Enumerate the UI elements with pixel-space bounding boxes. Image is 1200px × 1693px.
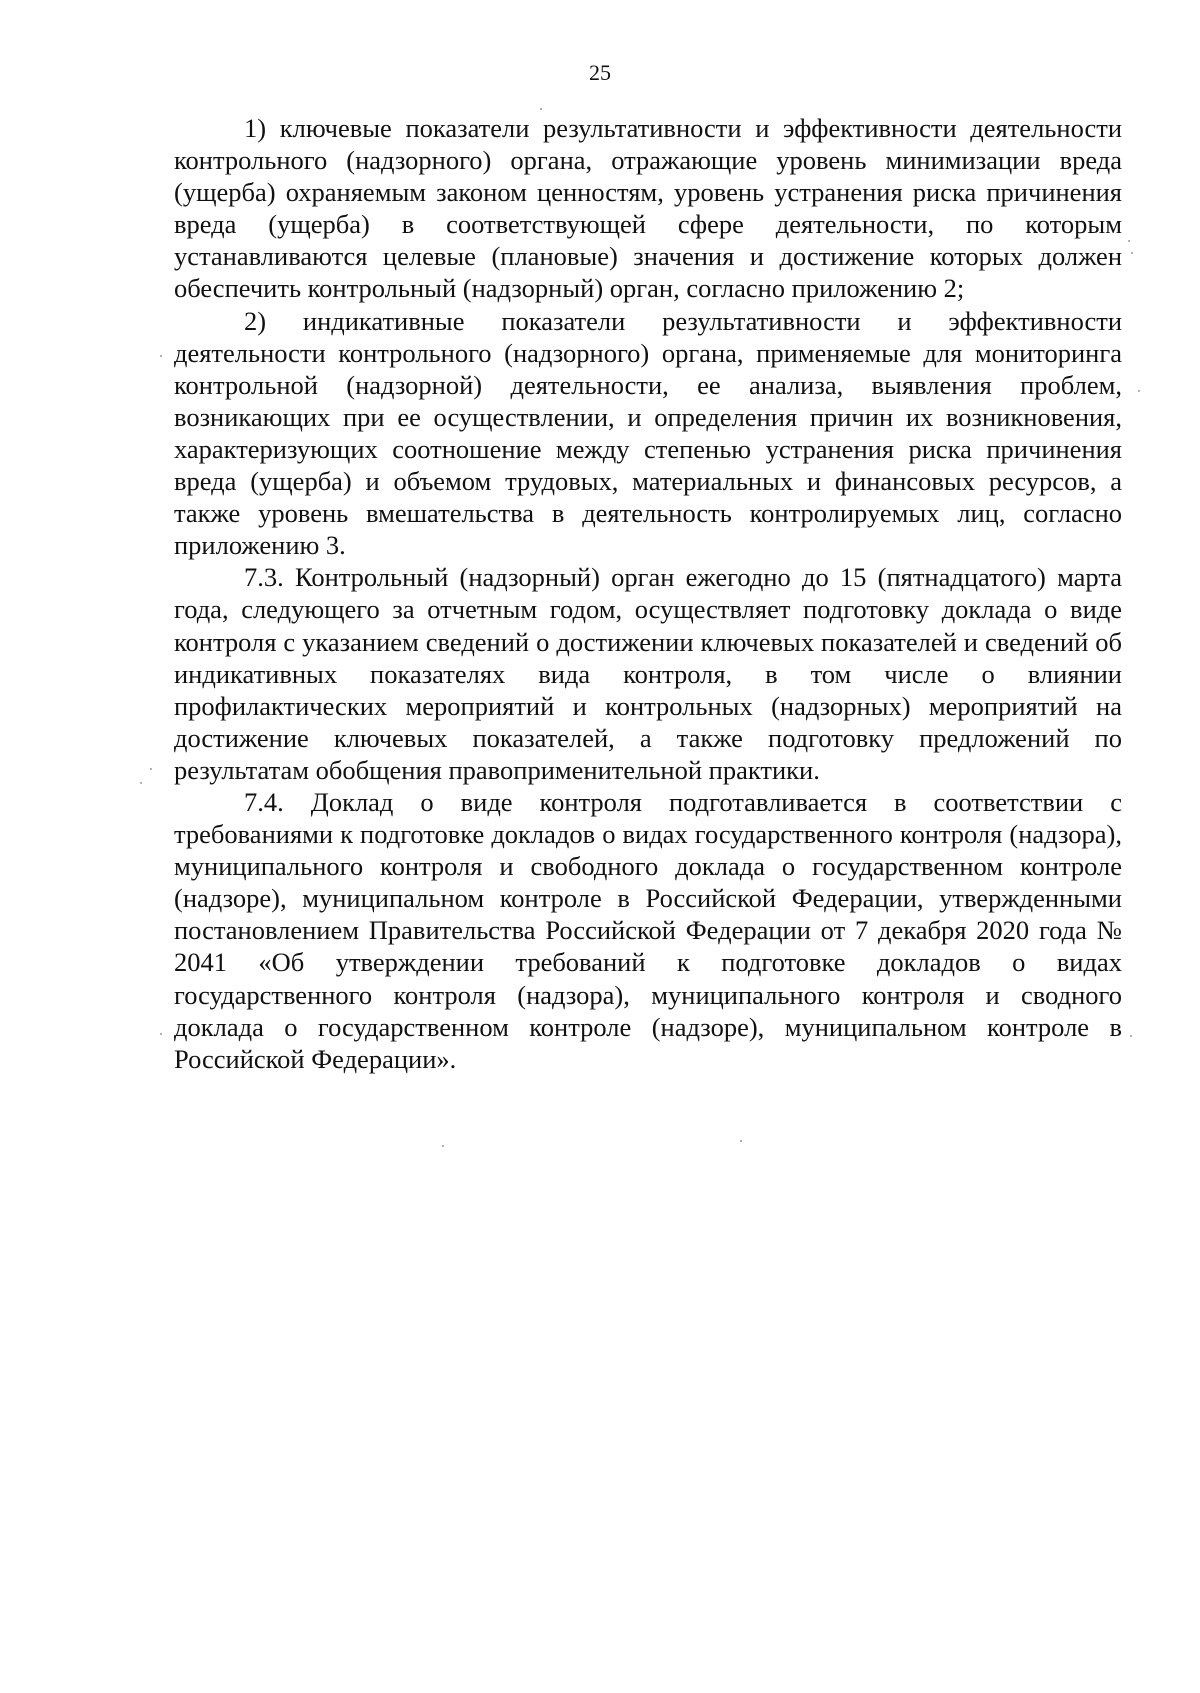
paragraph-7-4: 7.4. Доклад о виде контроля подготавливается в соответствии с требованиями к подготовке докладов о видах государственного контроля (надзора), муниципального контроля и свободного доклада о государственном контроле (надзоре), муниципальном контроле в Российской Федерации, утвержденными постановлением Правительства Российской Федерации от 7 декабря 2020 года № 2041 «Об утверждении требований к подготовке докладов о видах государственного контроля (надзора), муниципального контроля и сводного доклада о государственном контроле (надзоре), муниципальном контроле в Российской Федерации». [174, 786, 1122, 1074]
scan-speckle [540, 108, 542, 110]
scan-speckle [740, 1140, 742, 1142]
scan-speckle [140, 782, 142, 784]
scan-speckle [1130, 1035, 1132, 1037]
scan-speckle [1138, 390, 1140, 392]
scan-speckle [150, 768, 152, 770]
scan-speckle [160, 355, 162, 357]
scan-speckle [1128, 240, 1130, 242]
paragraph-indicative-indicators: 2) индикативные показатели результативности и эффективности деятельности контрольного (надзорного) органа, применяемые для мониторинга контрольной (надзорной) деятельности, ее анализа, выявления проблем, возникающих при ее осуществлении, и определения причин их возникновения, характеризующих соотношение между степенью устранения риска причинения вреда (ущерба) и объемом трудовых, материальных и финансовых ресурсов, а также уровень вмешательства в деятельность контролируемых лиц, согласно приложению 3. [174, 305, 1122, 561]
scan-speckle [1131, 252, 1133, 254]
paragraph-key-indicators: 1) ключевые показатели результативности и эффективности деятельности контрольного (надзорного) органа, отражающие уровень минимизации вреда (ущерба) охраняемым законом ценностям, уровень устранения риска причинения вреда (ущерба) в соответствующей сфере деятельности, по которым устанавливаются целевые (плановые) значения и достижение которых должен обеспечить контрольный (надзорный) орган, согласно приложению 2; [174, 113, 1122, 304]
paragraph-7-3: 7.3. Контрольный (надзорный) орган ежегодно до 15 (пятнадцатого) марта года, следующего за отчетным годом, осуществляет подготовку доклада о виде контроля с указанием сведений о достижении ключевых показателей и сведений об индикативных показателях вида контроля, в том числе о влиянии профилактических мероприятий и контрольных (надзорных) мероприятий на достижение ключевых показателей, а также подготовку предложений по результатам обобщения правоприменительной практики. [174, 562, 1122, 785]
scan-speckle [442, 1145, 444, 1147]
scan-speckle [160, 1033, 162, 1035]
document-body [174, 112, 1122, 1075]
page-number: 25 [589, 60, 611, 85]
